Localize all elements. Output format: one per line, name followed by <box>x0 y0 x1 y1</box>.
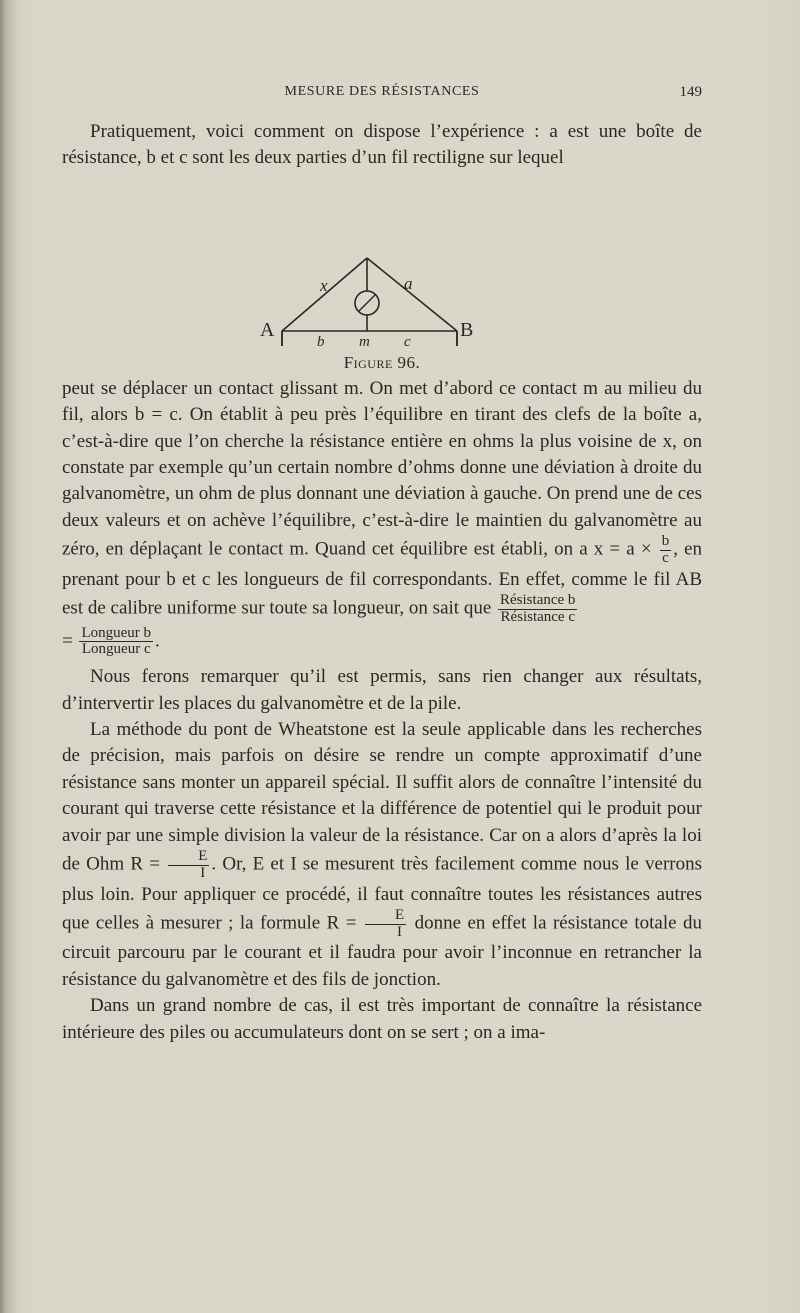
figure-labels <box>62 186 702 376</box>
page-number: 149 <box>679 84 702 100</box>
page-header <box>62 84 702 106</box>
label-m: m <box>359 333 370 350</box>
paragraph-method: La méthode du pont de Wheatstone est la seule applicable dans les recherches de précision, mais parfois on désire se rendre un compte approximatif d’une résistance sans monter un appareil spécial. Il suffit alors de connaître l’intensité du courant qui traverse cette résistance et la différence de potentiel qui le produit pour avoir par une simple division la valeur de la résistance. Car on a alors d’après la loi de Ohm R = $\frac{E}{I}$ . Or, E et I se mesurent très facilement comme nous le verrons plus loin. Pour appliquer ce procédé, il faut connaître toutes les résistances autres que celles à mesurer ; la formule R = $\frac{E}{I}$ donne en effet la résistance totale du circuit parcouru par le courant et il faudra pour avoir l’inconnue en retrancher la résistance du galvanomètre et des fils de jonction. <box>62 718 703 990</box>
figure-caption: Figure 96. <box>343 352 421 372</box>
paragraph-procedure: peut se déplacer un contact glissant m. On met d’abord ce contact m au milieu du fil, alors b = c. On établit à peu près l’équilibre en tirant des clefs de la boîte a, c’est-à-dire que l’on cherche la résistance entière en ohms la plus voisine de x, on constate par exemple qu’un certain nombre d’ohms donne une déviation à droite du galvanomètre, un ohm de plus donnant une déviation à gauche. On prend une de ces deux valeurs et on achève l’équilibre, c’est-à-dire le maintien du galvanomètre au zéro, en déplaçant le contact m. Quand cet équilibre est établi, on a x = a × $\frac{b}{c}$ , en prenant pour b et c les longueurs de fil correspondants. En effet, comme le fil AB est de calibre uniforme sur toute sa longueur, on sait que $\frac{\text{Résistance b}}{\text{Résistance c}}$ = $\frac{\text{Longueur b}}{\text{Longueur c}}$ . <box>62 377 703 658</box>
fraction-e-over-i-2: $\frac{E}{I}$ <box>365 908 406 941</box>
page-body <box>62 119 702 1046</box>
fraction-b-over-c: $\frac{b}{c}$ <box>661 533 670 566</box>
paragraph-internal-resistance: Dans un grand nombre de cas, il est très important de connaître la résistance intérieure des piles ou accumulateurs dont on se sert ; on a ima- <box>62 995 702 1043</box>
label-b: b <box>317 333 325 350</box>
paragraph-remark: Nous ferons remarquer qu’il est permis, sans rien changer aux résultats, d’intervertir les places du galvanomètre et de la pile. <box>62 666 702 714</box>
fraction-e-over-i: $\frac{E}{I}$ <box>168 849 209 882</box>
label-B: B <box>460 318 474 341</box>
fraction-longueur: $\frac{\text{Longueur b}}{\text{Longueur c}}$ <box>81 624 152 658</box>
fraction-resistance: $\frac{\text{Résistance b}}{\text{Résistance c}}$ <box>500 592 576 625</box>
figure-96 <box>62 186 702 376</box>
paragraph-intro: Pratiquement, voici comment on dispose l’expérience : a est une boîte de résistance, b et c sont les deux parties d’un fil rectiligne sur lequel <box>62 121 702 169</box>
label-c: c <box>404 333 411 350</box>
label-a: a <box>404 273 413 293</box>
label-x: x <box>320 275 328 295</box>
running-title: MESURE DES RÉSISTANCES <box>284 84 480 99</box>
label-A: A <box>260 318 275 341</box>
